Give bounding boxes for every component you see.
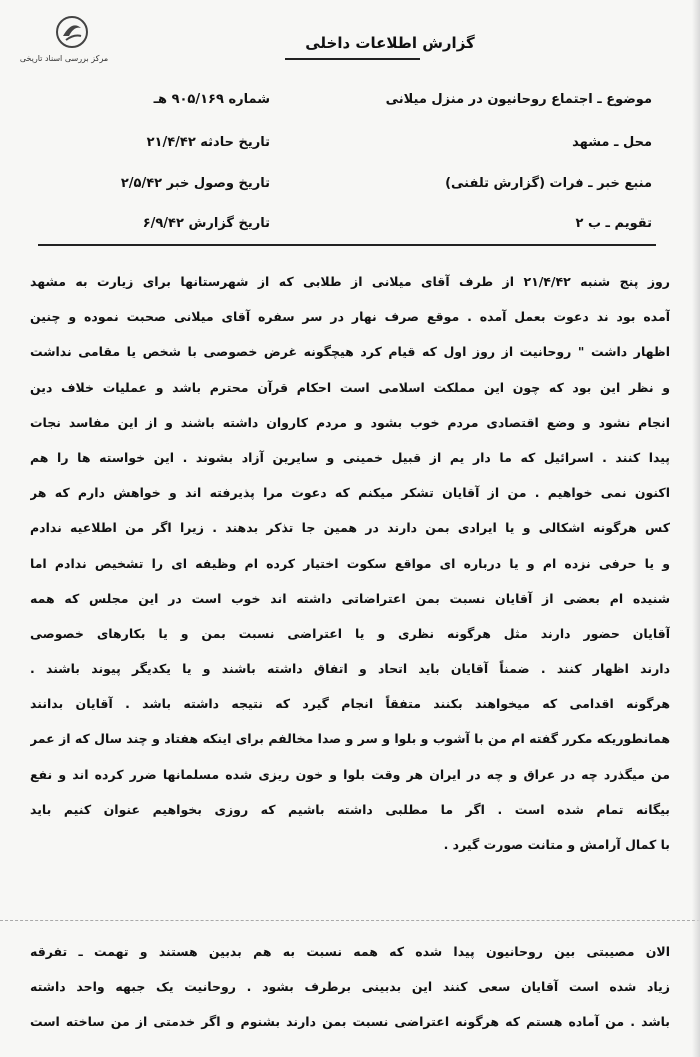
body-line: اظهار داشت " روحانیت از روز اول که قیام کرد هیچگونه غرض خصوصی با شخص یا مقامی نداشت (30, 344, 670, 360)
body-line: هرگونه اقدامی که میخواهند بکنند متفقاً انجام گیرد که نتیجه داشته باشد . آقایان بدانند (30, 696, 670, 712)
report-body (30, 264, 670, 862)
scan-edge-shadow (692, 0, 700, 1057)
meta-event-date: تاریخ حادثه ۲۱/۴/۴۲ (146, 135, 270, 150)
report-continuation (30, 934, 670, 1040)
meta-received-date: تاریخ وصول خبر ۲/۵/۴۲ (120, 176, 270, 191)
body-line: دارند اظهار کنند . ضمناً آقایان باید اتحاد و اتفاق داشته باشند و یا یکدیگر پیوند باشند . (30, 661, 670, 677)
meta-number: شماره ۹۰۵/۱۶۹ هـ (153, 92, 270, 107)
body-line: پیدا کنند . اسرائیل که ما دار یم از قبیل خمینی و سایرین آزاد بشوند . این خواسته ها را هم (30, 449, 670, 465)
report-title: گزارش اطلاعات داخلی (305, 34, 475, 52)
body-line: کس هرگونه اشکالی و یا ایرادی بمن دارند در همین جا تذکر بدهند . زیرا اگر من اطلاعیه ندادم (30, 520, 670, 536)
meta-place: محل ـ مشهد (572, 135, 652, 150)
title-underline (285, 58, 420, 60)
body-line: آقایان حضور دارند مثل هرگونه نظری و یا اعتراضی نسبت بمن و یا بکارهای خصوصی (30, 625, 670, 641)
body-line: من میگذرد چه در عراق و چه در ایران هر وقت بلوا و خون ریزی شده مسلمانها ضرر کرده اند و نفع (30, 766, 670, 782)
meta-report-date: تاریخ گزارش ۶/۹/۴۲ (142, 216, 270, 231)
body-line: باشد . من آماده هستم که هرگونه اعتراضی نسبت بمن دارند بشنوم و اگر خدمتی از من ساخته است (30, 1014, 670, 1030)
body-line: زیاد شده است آقایان سعی کنند این بدبینی برطرف بشود . روحانیت یک جبهه واحد داشته (30, 979, 670, 995)
body-line: اکنون نمی خواهیم . من از آقایان تشکر میکنم که دعوت مرا پذیرفته اند و خواهش دارم که هر (30, 485, 670, 501)
body-line: روز پنج شنبه ۲۱/۴/۴۲ از طرف آقای میلانی از طلابی که از شهرستانها برای زیارت به مشهد (30, 274, 670, 289)
body-line: همانطوریکه مکرر گفته ام من با آشوب و بلوا و سر و صدا مخالفم برای اینکه هفتاد و چند سال که از عمر (30, 731, 670, 747)
meta-evaluation: تقویم ـ ب ۲ (575, 216, 652, 231)
header-divider (38, 244, 656, 246)
logo-text: مرکز بررسی اسناد تاریخی (19, 54, 109, 63)
body-line: با کمال آرامش و متانت صورت گیرد . (443, 837, 670, 852)
body-line: الان مصیبتی بین روحانیون پیدا شده که همه نسبت به هم بدبین هستند و تهمت ـ تفرقه (30, 944, 670, 959)
body-line: بیگانه تمام شده است . اگر ما مطلبی داشته باشیم که روزی بخواهیم عنوان کنیم باید (30, 801, 670, 817)
meta-subject: موضوع ـ اجتماع روحانیون در منزل میلانی (385, 92, 652, 107)
meta-source: منبع خبر ـ فرات (گزارش تلفنی) (445, 176, 652, 191)
body-line: شنیده ام بعضی از آقایان نسبت بمن اعتراضاتی داشته اند خوب است در این مجلس که همه (30, 590, 670, 606)
body-line: و یا حرفی نزده ام و یا درباره ای مواقع سکوت اختیار کرده ام وظیفه ای را تشخیص ندادم اما (30, 555, 670, 571)
body-line: آمده بود ند دعوت بعمل آمده . موقع صرف نهار در سر سفره آقای میلانی صحبت نموده و چنین (30, 309, 670, 325)
page-fold-separator (0, 920, 700, 921)
body-line: و نظر این بود که چون این مملکت اسلامی است احکام قرآن محترم باشد و عملیات خلاف دین (30, 379, 670, 395)
body-line: انجام نشود و وضع اقتصادی مردم خوب بشود و مردم کاروان داشته باشند و از این مفاسد نجات (30, 414, 670, 430)
